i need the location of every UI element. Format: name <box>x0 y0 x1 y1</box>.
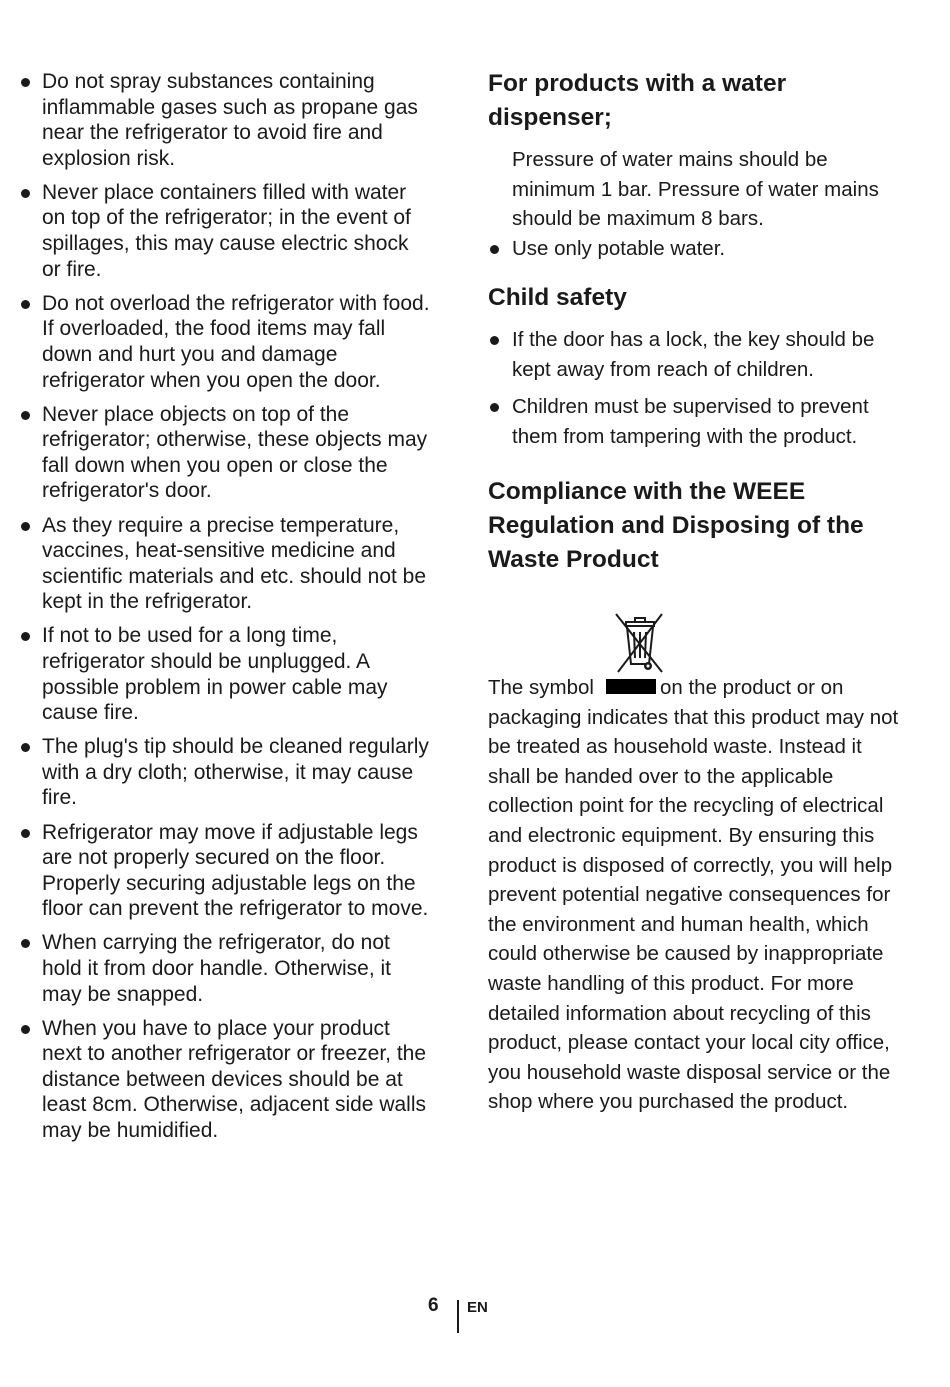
language-code: EN <box>467 1299 488 1316</box>
list-item: Never place containers filled with water on top of the refrigerator; in the event of spillages, this may cause electric shock or fire. <box>20 180 430 282</box>
weee-symbol-bar <box>606 679 656 694</box>
right-column <box>488 67 908 1114</box>
page-footer <box>0 1292 950 1336</box>
list-item: Never place objects on top of the refrigerator; otherwise, these objects may fall down when you open or close the refrigerator's door. <box>20 402 430 504</box>
list-item: Refrigerator may move if adjustable legs are not properly secured on the floor. Properly securing adjustable legs on the floor can prevent the refrigerator to move. <box>20 820 430 922</box>
list-item: As they require a precise temperature, vaccines, heat-sensitive medicine and scientific materials and etc. should not be kept in the refrigerator. <box>20 513 430 615</box>
footer-divider <box>457 1300 459 1333</box>
list-item: When you have to place your product next to another refrigerator or freezer, the distance between devices should be at least 8cm. Otherwise, adjacent side walls may be humidified. <box>20 1016 430 1144</box>
left-column <box>20 69 430 1152</box>
list-item: Do not overload the refrigerator with food. If overloaded, the food items may fall down and hurt you and damage refrigerator when you open the door. <box>20 291 430 393</box>
weee-heading: Compliance with the WEEE Regulation and Disposing of the Waste Product <box>488 478 864 573</box>
list-item: When carrying the refrigerator, do not hold it from door handle. Otherwise, it may be snapped. <box>20 930 430 1007</box>
weee-disposal-text <box>488 673 908 1117</box>
crossed-out-wheelie-bin-icon <box>614 612 666 674</box>
list-item: Children must be supervised to prevent them from tampering with the product. <box>488 392 908 451</box>
water-pressure-text: Pressure of water mains should be minimum 1 bar. Pressure of water mains should be maximum 8 bars. <box>512 148 879 230</box>
water-dispenser-heading: For products with a water dispenser; <box>488 70 787 131</box>
safety-bullet-list <box>20 69 430 1144</box>
weee-text-rest: on the product or on packaging indicates that this product may not be treated as household waste. Instead it shall be handed over to the applicable collection point for the recycling of electrical and electronic equipment. By ensuring this product is disposed of correctly, you will help prevent potential negative consequences for the environment and human health, which could otherwise be caused by inappropriate waste handling of this product. For more detailed information about recycling of this product, please contact your local city office, you household waste disposal service or the shop where you purchased the product. <box>488 676 899 1114</box>
list-item: Use only potable water. <box>488 234 908 264</box>
list-item: Do not spray substances containing inflammable gases such as propane gas near the refrigerator to avoid fire and explosion risk. <box>20 69 430 171</box>
list-item: If not to be used for a long time, refrigerator should be unplugged. A possible problem in power cable may cause fire. <box>20 623 430 725</box>
page-number: 6 <box>428 1295 439 1316</box>
weee-text-start: The symbol <box>488 676 594 699</box>
list-item: The plug's tip should be cleaned regularly with a dry cloth; otherwise, it may cause fire. <box>20 734 430 811</box>
child-safety-list <box>488 325 908 451</box>
list-item: If the door has a lock, the key should be kept away from reach of children. <box>488 325 908 384</box>
child-safety-heading: Child safety <box>488 284 627 311</box>
water-bullet-list <box>488 234 908 264</box>
